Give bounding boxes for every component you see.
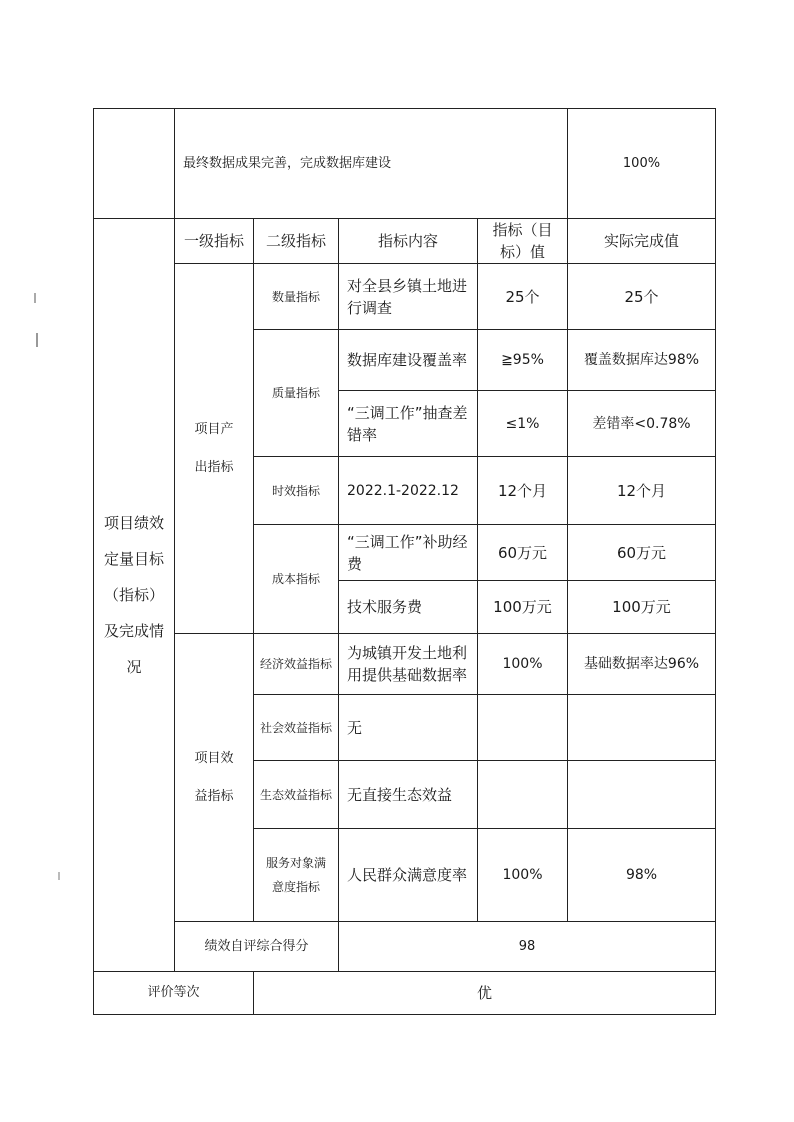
scan-mark [36, 333, 38, 347]
ecological-content: 无直接生态效益 [339, 761, 478, 829]
ecological-actual [568, 761, 716, 829]
table-row [94, 634, 716, 695]
grade-row [94, 972, 716, 1015]
grade-label: 评价等次 [94, 972, 254, 1015]
social-target [478, 695, 568, 761]
satisfaction-indicator-label: 服务对象满意度指标 [254, 829, 339, 922]
quality-content-1: 数据库建设覆盖率 [339, 330, 478, 391]
header-actual: 实际完成值 [568, 219, 716, 264]
quantity-actual: 25个 [568, 264, 716, 330]
quantity-target: 25个 [478, 264, 568, 330]
cost-target-1: 60万元 [478, 525, 568, 581]
scan-mark [34, 293, 36, 303]
ecological-target [478, 761, 568, 829]
header-content: 指标内容 [339, 219, 478, 264]
cost-actual-1: 60万元 [568, 525, 716, 581]
header-row [94, 219, 716, 264]
social-content: 无 [339, 695, 478, 761]
economic-content: 为城镇开发土地利用提供基础数据率 [339, 634, 478, 695]
satisfaction-content: 人民群众满意度率 [339, 829, 478, 922]
quality-indicator-label: 质量指标 [254, 330, 339, 457]
time-target: 12个月 [478, 457, 568, 525]
final-result-row [94, 109, 716, 219]
quality-target-2: ≤1% [478, 391, 568, 457]
output-indicator-label: 项目产出指标 [175, 264, 254, 634]
header-target: 指标（目标）值 [478, 219, 568, 264]
scan-mark [58, 872, 60, 880]
time-actual: 12个月 [568, 457, 716, 525]
final-result-content: 最终数据成果完善，完成数据库建设 [175, 109, 568, 219]
header-level2: 二级指标 [254, 219, 339, 264]
score-row [94, 922, 716, 972]
benefit-indicator-label: 项目效益指标 [175, 634, 254, 922]
satisfaction-target: 100% [478, 829, 568, 922]
time-content: 2022.1-2022.12 [339, 457, 478, 525]
grade-value: 优 [254, 972, 716, 1015]
cost-actual-2: 100万元 [568, 581, 716, 634]
cost-indicator-label: 成本指标 [254, 525, 339, 634]
quality-content-2: “三调工作”抽查差错率 [339, 391, 478, 457]
quantity-indicator-label: 数量指标 [254, 264, 339, 330]
cost-content-2: 技术服务费 [339, 581, 478, 634]
economic-indicator-label: 经济效益指标 [254, 634, 339, 695]
performance-table [93, 108, 716, 1015]
economic-target: 100% [478, 634, 568, 695]
header-level1: 一级指标 [175, 219, 254, 264]
quality-target-1: ≧95% [478, 330, 568, 391]
final-result-blank-cell [94, 109, 175, 219]
cost-target-2: 100万元 [478, 581, 568, 634]
ecological-indicator-label: 生态效益指标 [254, 761, 339, 829]
satisfaction-actual: 98% [568, 829, 716, 922]
cost-content-1: “三调工作”补助经费 [339, 525, 478, 581]
time-indicator-label: 时效指标 [254, 457, 339, 525]
score-value: 98 [339, 922, 716, 972]
social-actual [568, 695, 716, 761]
final-result-value: 100% [568, 109, 716, 219]
economic-actual: 基础数据率达96% [568, 634, 716, 695]
score-label: 绩效自评综合得分 [175, 922, 339, 972]
section-label: 项目绩效定量目标（指标）及完成情况 [94, 219, 175, 972]
quality-actual-2: 差错率<0.78% [568, 391, 716, 457]
table-row [94, 264, 716, 330]
quality-actual-1: 覆盖数据库达98% [568, 330, 716, 391]
social-indicator-label: 社会效益指标 [254, 695, 339, 761]
quantity-content: 对全县乡镇土地进行调查 [339, 264, 478, 330]
